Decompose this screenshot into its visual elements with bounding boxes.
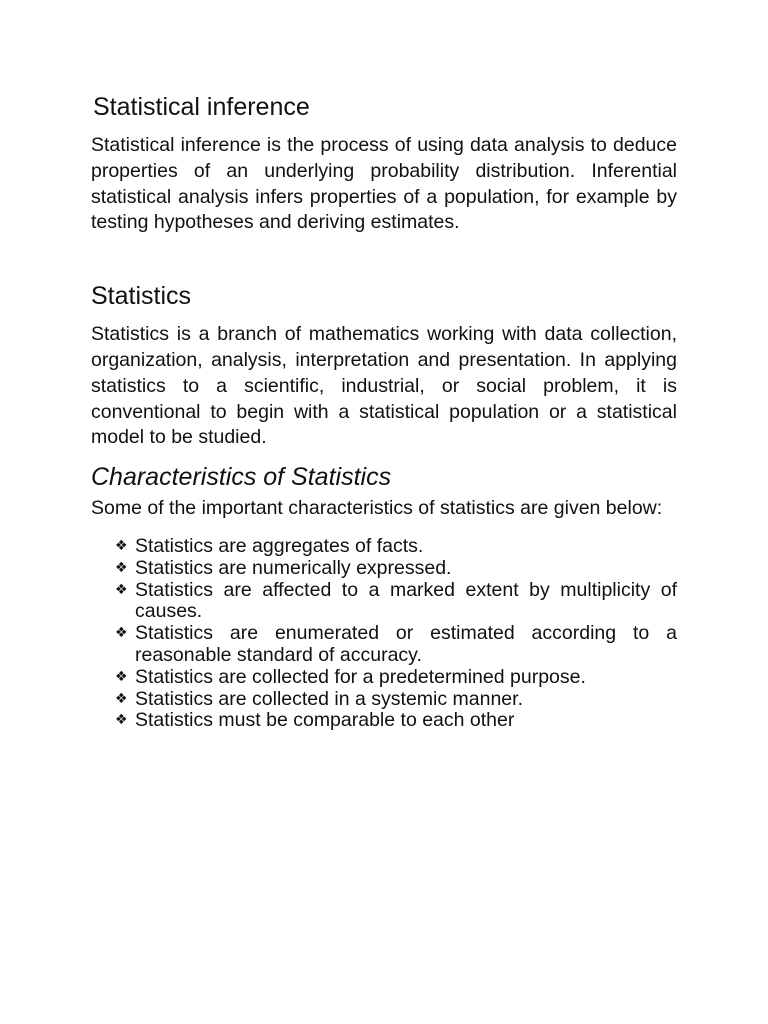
diamond-bullet-icon: ❖ <box>115 625 128 642</box>
diamond-bullet-icon: ❖ <box>115 690 128 707</box>
list-item-text: Statistics are collected for a predetermined purpose. <box>135 665 586 688</box>
characteristics-list <box>91 536 677 732</box>
heading-characteristics: Characteristics of Statistics <box>91 463 392 492</box>
diamond-bullet-icon: ❖ <box>115 581 128 598</box>
list-item-text: Statistics are affected to a marked extent by multiplicity of causes. <box>135 578 677 623</box>
list-item-text: Statistics are aggregates of facts. <box>135 534 424 557</box>
list-item-text: Statistics are enumerated or estimated according to a reasonable standard of accuracy. <box>135 622 677 666</box>
list-item <box>115 580 677 624</box>
heading-statistical-inference: Statistical inference <box>93 93 310 121</box>
document-content <box>91 90 677 732</box>
list-item-text: Statistics are numerically expressed. <box>135 556 452 579</box>
paragraph-statistical-inference: Statistical inference is the process of using data analysis to deduce properties of an underlying probability distribution. Inferential statistical analysis infers properties of a population, for example by testing hypotheses and deriving estimates. <box>91 134 677 234</box>
diamond-bullet-icon: ❖ <box>115 668 128 685</box>
list-item-text: Statistics must be comparable to each other <box>135 709 515 732</box>
list-item <box>115 710 677 732</box>
list-item <box>115 689 677 711</box>
list-item <box>115 667 677 689</box>
diamond-bullet-icon: ❖ <box>115 537 128 554</box>
diamond-bullet-icon: ❖ <box>115 559 128 576</box>
characteristics-intro: Some of the important characteristics of statistics are given below: <box>91 497 663 520</box>
list-item <box>115 536 677 558</box>
list-item <box>115 558 677 580</box>
list-item <box>115 623 677 667</box>
list-item-text: Statistics are collected in a systemic manner. <box>135 687 523 710</box>
diamond-bullet-icon: ❖ <box>115 712 128 729</box>
heading-statistics: Statistics <box>91 282 192 311</box>
paragraph-statistics: Statistics is a branch of mathematics working with data collection, organization, analysis, interpretation and presentation. In applying statistics to a scientific, industrial, or social problem, it is conventional to begin with a statistical population or a statistical model to be studied. <box>91 323 677 449</box>
